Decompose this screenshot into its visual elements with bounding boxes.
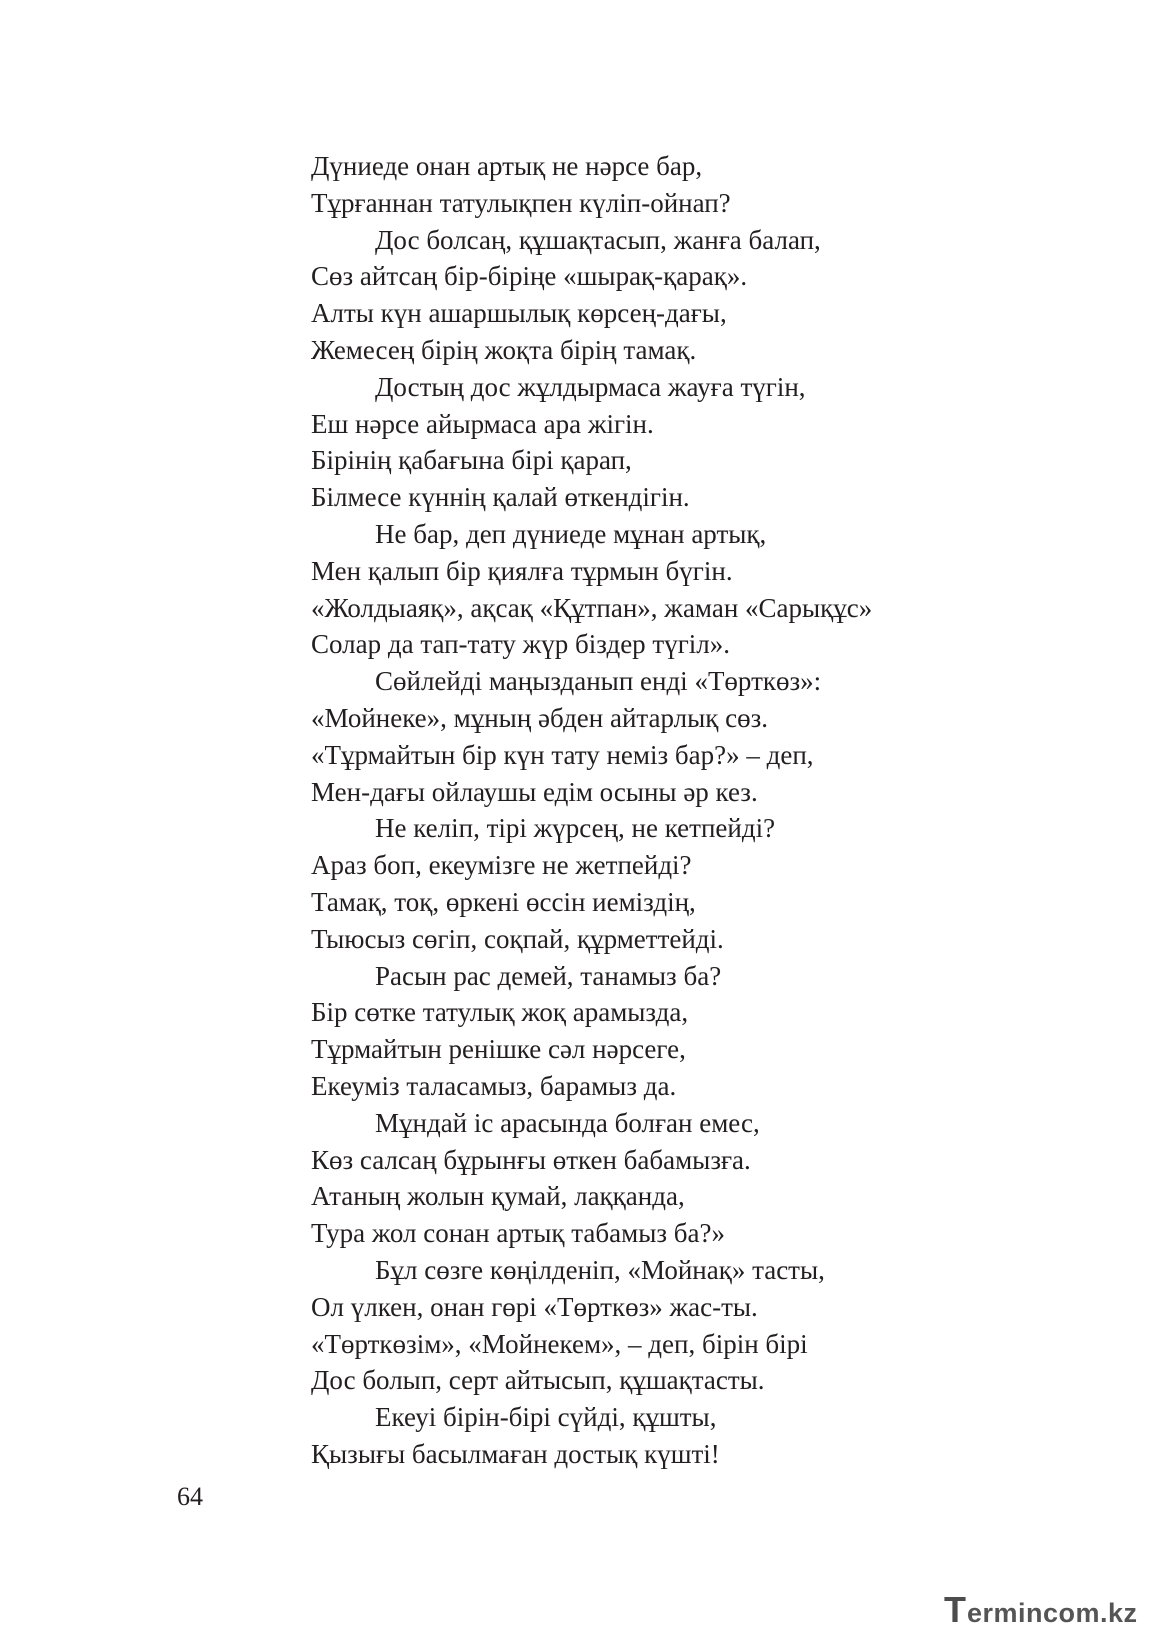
poem-line: Расын рас демей, танамыз ба? xyxy=(375,960,722,991)
poem-line: «Тұрмайтын бір күн тату неміз бар?» – деп, xyxy=(311,739,814,770)
poem-line: Атаның жолын қумай, лаққанда, xyxy=(311,1181,685,1212)
poem-line: Не келіп, тірі жүрсең, не кетпейді? xyxy=(375,813,776,844)
poem-line: Солар да тап-тату жүр біздер түгіл». xyxy=(311,629,731,660)
poem-line: Достың дос жұлдырмаса жауға түгін, xyxy=(375,371,806,402)
poem-line: Білмесе күннің қалай өткендігін. xyxy=(311,482,690,513)
poem-line: Тұрғаннан татулықпен күліп-ойнап? xyxy=(311,187,731,218)
poem-line: Тура жол сонан артық табамыз ба?» xyxy=(311,1218,725,1249)
poem-line: Дос болып, серт айтысып, құшақтасты. xyxy=(311,1365,765,1396)
poem-line: Бір сөтке татулық жоқ арамызда, xyxy=(311,997,689,1028)
poem-line: Тұрмайтын ренішке сәл нәрсеге, xyxy=(311,1034,686,1065)
poem-line: Бұл сөзге көңілденіп, «Мойнақ» тасты, xyxy=(375,1254,825,1285)
poem-line: Тыюсыз сөгіп, соқпай, құрметтейді. xyxy=(311,923,724,954)
poem-line: Көз салсаң бұрынғы өткен бабамызға. xyxy=(311,1144,751,1175)
poem-line: Дос болсаң, құшақтасып, жанға балап, xyxy=(375,224,821,255)
poem-line: «Төрткөзім», «Мойнекем», – деп, бірін бірі xyxy=(311,1328,808,1359)
poem-line: Мен қалып бір қиялға тұрмын бүгін. xyxy=(311,555,733,586)
poem-line: Екеуі бірін-бірі сүйді, құшты, xyxy=(375,1402,717,1433)
poem-line: Қызығы басылмаған достық күшті! xyxy=(311,1438,720,1469)
logo-text: ermincom.kz xyxy=(967,1598,1138,1628)
poem-line: «Жолдыаяқ», ақсақ «Құтпан», жаман «Сарықұс» xyxy=(311,592,873,623)
poem-line: Ол үлкен, онан гөрі «Төрткөз» жас-ты. xyxy=(311,1291,758,1322)
poem-text xyxy=(311,148,1011,1473)
poem-line: Не бар, деп дүниеде мұнан артық, xyxy=(375,518,767,549)
poem-line: «Мойнеке», мұның әбден айтарлық сөз. xyxy=(311,702,769,733)
poem-line: Алты күн ашаршылық көрсең-дағы, xyxy=(311,298,727,329)
poem-line: Сөйлейді маңызданып енді «Төрткөз»: xyxy=(375,666,822,697)
poem-line: Сөз айтсаң бір-біріңе «шырақ-қарақ». xyxy=(311,261,748,292)
poem-line: Жемесең бірің жоқта бірің тамақ. xyxy=(311,334,697,365)
logo-letter-t: T xyxy=(944,1589,966,1630)
poem-line: Дүниеде онан артық не нәрсе бар, xyxy=(311,151,703,181)
poem-line: Бірінің қабағына бірі қарап, xyxy=(311,445,632,476)
poem-line: Екеуміз таласамыз, барамыз да. xyxy=(311,1070,677,1101)
poem-line: Араз боп, екеумізге не жетпейді? xyxy=(311,850,692,881)
poem-line: Тамақ, тоқ, өркені өссін иеміздің, xyxy=(311,886,696,917)
page-number: 64 xyxy=(177,1482,203,1511)
poem-line: Мен-дағы ойлаушы едім осыны әр кез. xyxy=(311,776,758,807)
terminology-logo xyxy=(944,1588,1138,1628)
poem-line: Мұндай іс арасында болған емес, xyxy=(375,1107,760,1138)
poem-line: Еш нәрсе айырмаса ара жігін. xyxy=(311,408,654,439)
